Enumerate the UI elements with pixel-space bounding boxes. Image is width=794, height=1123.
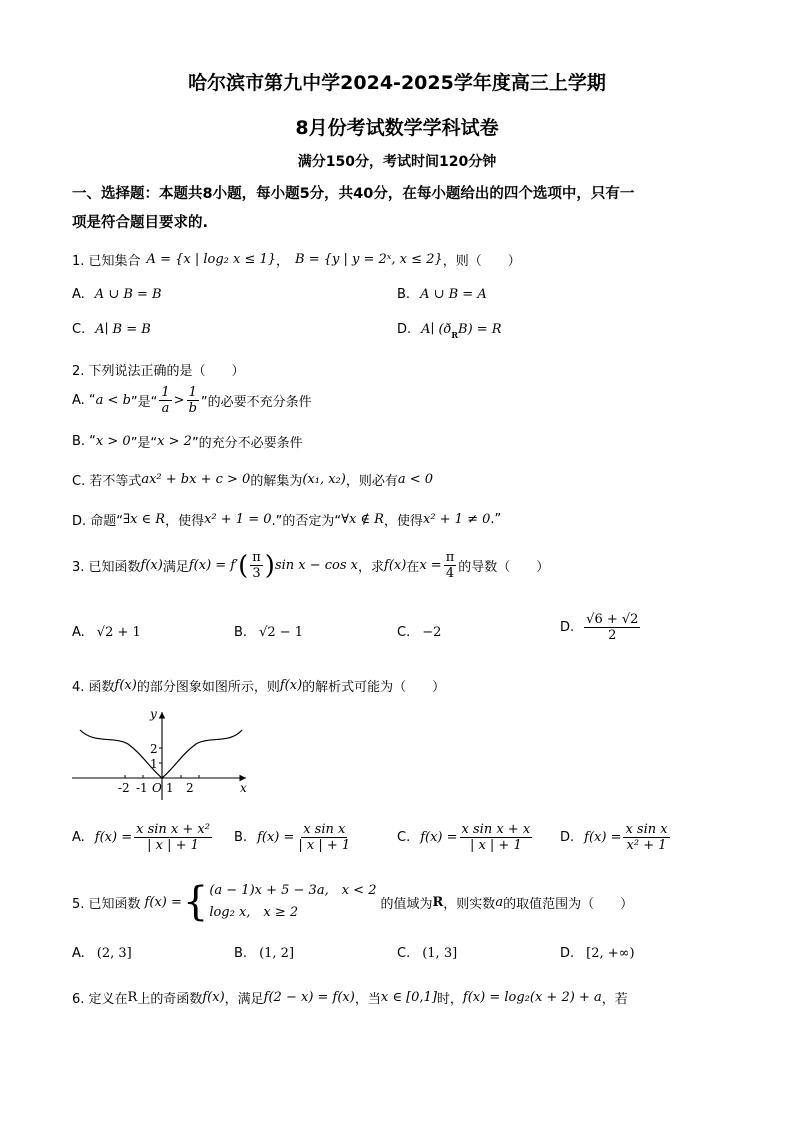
denominator: b <box>188 401 197 416</box>
option-key: D. <box>560 830 575 845</box>
q1-option-d <box>397 322 502 340</box>
q2-option-a <box>72 385 312 416</box>
q5-option-b <box>234 946 294 961</box>
q3-option-a <box>72 625 141 640</box>
option-text-tail: B) = R <box>458 322 502 337</box>
q3-option-d <box>560 612 642 643</box>
fraction <box>444 550 457 581</box>
text: ”是“ <box>130 395 158 410</box>
q3-option-b <box>234 625 303 640</box>
function-curve <box>80 730 242 778</box>
option-key: D. <box>397 322 412 337</box>
option-text: (1, 3] <box>422 946 458 961</box>
math: f(x) <box>279 678 303 693</box>
q4-option-c <box>397 822 534 853</box>
text: B. “ <box>72 434 96 449</box>
option-key: A. <box>72 946 85 961</box>
piecewise-cases <box>209 880 376 924</box>
option-text: A∣ (ð <box>421 322 452 337</box>
text: ”的充分不必要条件 <box>191 436 303 451</box>
option-key: C. <box>397 946 411 961</box>
text: ，求 <box>358 560 385 575</box>
math: ax² + bx + c > 0 <box>141 472 251 487</box>
text: .” <box>490 512 502 527</box>
option-text: √2 + 1 <box>96 625 141 640</box>
option-key: C. <box>397 625 411 640</box>
math: x > 2 <box>157 434 192 449</box>
option-text: A ∪ B = B <box>94 287 162 302</box>
option-text: [2, +∞) <box>586 946 635 961</box>
text: 3. 已知函数 <box>72 560 141 575</box>
text: 的导数（ ） <box>458 560 550 575</box>
denominator: 3 <box>252 566 261 581</box>
math: f(x) = <box>420 830 458 845</box>
math: R <box>127 990 138 1005</box>
math: a <box>495 894 504 910</box>
y-tick-label: 1 <box>150 757 158 771</box>
q1-option-a <box>72 287 162 302</box>
math: ∃x ∈ R <box>123 512 166 527</box>
fraction <box>159 385 171 416</box>
math: ∀x ∉ R <box>341 512 384 527</box>
math: f(x) <box>202 990 225 1005</box>
q4-stem <box>72 676 445 695</box>
text: 的部分图象如图所示，则 <box>136 680 280 695</box>
x-tick-label: -1 <box>136 781 148 795</box>
denominator: | x | + 1 <box>469 838 522 853</box>
exam-title-line2: 8月份考试数学学科试卷 <box>295 117 499 139</box>
option-key: A. <box>72 830 85 845</box>
q5-option-d <box>560 946 635 961</box>
math: f(x) <box>140 558 163 573</box>
math: f(x) = log₂(x + 2) + a <box>462 990 602 1005</box>
q4-option-b <box>234 822 354 853</box>
denominator: a <box>161 401 170 416</box>
x-axis-label: x <box>240 781 247 795</box>
case-row: log₂ x, x ≥ 2 <box>209 905 299 920</box>
math: x² + 1 ≠ 0 <box>422 512 491 527</box>
y-axis-label: y <box>150 707 157 721</box>
text: ，满足 <box>224 992 264 1007</box>
text: ”的必要不充分条件 <box>200 395 312 410</box>
q4-function-graph <box>66 704 256 804</box>
q1-set-b: B = {y | y = 2ˣ, x ≤ 2} <box>295 252 443 267</box>
fraction <box>250 550 263 581</box>
math: x ∈ [0,1] <box>380 990 437 1005</box>
option-text: √2 − 1 <box>259 625 304 640</box>
text: 的解析式可能为（ ） <box>302 680 446 695</box>
denominator: 2 <box>608 628 617 643</box>
math: f(x) = <box>144 894 182 910</box>
fraction <box>296 822 352 853</box>
math: a < b <box>95 393 131 408</box>
numerator: 1 <box>161 385 170 400</box>
math: x > 0 <box>95 434 131 449</box>
math: f(x) = f′ <box>188 558 239 573</box>
math: f(x) = <box>584 830 622 845</box>
piecewise-brace: { <box>182 879 209 925</box>
math: f(x) = <box>94 830 133 845</box>
fraction <box>187 385 199 416</box>
x-tick-label: -2 <box>118 781 130 795</box>
q5-option-a <box>72 946 132 961</box>
math: (x₁, x₂) <box>302 472 346 487</box>
q1-sep: ， <box>276 254 290 269</box>
case-row: (a − 1)x + 5 − 3a, x < 2 <box>209 883 377 898</box>
fraction <box>584 612 640 643</box>
math: sin x − cos x <box>274 558 359 573</box>
text: C. 若不等式 <box>72 474 142 489</box>
section-heading-line2: 项是符合题目要求的. <box>72 215 209 231</box>
q2-option-b <box>72 432 303 451</box>
text: 的值域为 <box>380 896 433 912</box>
math: R <box>432 894 444 910</box>
q1-option-b <box>397 287 487 302</box>
text: .”的否定为“ <box>271 514 342 529</box>
q1-stem <box>72 250 521 269</box>
math: f(x) <box>384 558 407 573</box>
option-key: C. <box>72 322 86 337</box>
math: f(2 − x) = f(x) <box>263 990 355 1005</box>
fraction <box>623 822 669 853</box>
option-key: D. <box>560 620 575 635</box>
option-key: D. <box>560 946 575 961</box>
text: 的解集为 <box>250 474 303 489</box>
math: x = <box>419 558 442 573</box>
text: ，使得 <box>383 514 423 529</box>
text: ，使得 <box>165 514 205 529</box>
option-key: A. <box>72 625 85 640</box>
option-text: A ∪ B = A <box>420 287 487 302</box>
option-text: (1, 2] <box>259 946 295 961</box>
fraction <box>134 822 212 853</box>
denominator: | x | + 1 <box>298 838 351 853</box>
text: 6. 定义在 <box>72 992 128 1007</box>
option-text: (2, 3] <box>96 946 132 961</box>
numerator: π <box>252 550 261 565</box>
q2-stem: 2. 下列说法正确的是（ ） <box>72 364 245 379</box>
text: 5. 已知函数 <box>72 896 141 912</box>
q3-stem: 3. 已知函数 f(x) 满足 f(x) = f′ ( $\frac{\pi}{3}$ ) sin x − cos x ，求 f(x) 在 x = $\frac{\pi}{4}$ 的导数（ ） <box>72 550 550 581</box>
x-tick-label: 1 <box>166 781 174 795</box>
fraction <box>460 822 533 853</box>
math: a < 0 <box>397 472 434 487</box>
q6-stem <box>72 988 628 1007</box>
q1-set-a: A = {x | log₂ x ≤ 1} <box>146 252 277 267</box>
text: ，当 <box>354 992 381 1007</box>
numerator: √6 + √2 <box>586 612 639 627</box>
option-key: B. <box>397 287 411 302</box>
numerator: x sin x + x² <box>136 822 210 837</box>
math: x² + 1 = 0 <box>204 512 272 527</box>
exam-meta: 满分150分，考试时间120分钟 <box>297 154 497 170</box>
numerator: x sin x <box>625 822 668 837</box>
q2-option-d <box>72 510 501 529</box>
text: 4. 函数 <box>72 680 115 695</box>
numerator: x sin x + x <box>461 822 531 837</box>
text: ，则实数 <box>443 896 496 912</box>
origin-label: O <box>152 781 162 795</box>
q5-option-c <box>397 946 457 961</box>
text: 在 <box>406 560 420 575</box>
q4-option-a <box>72 822 214 853</box>
option-text: A∣ B = B <box>95 322 151 337</box>
option-key: B. <box>234 625 248 640</box>
option-key: B. <box>234 946 248 961</box>
denominator: x² + 1 <box>626 838 667 853</box>
numerator: x sin x <box>303 822 346 837</box>
q1-end: ，则（ ） <box>442 254 521 269</box>
option-key: A. <box>72 287 85 302</box>
text: ，则必有 <box>345 474 398 489</box>
text: A. “ <box>72 393 96 408</box>
text: D. 命题“ <box>72 514 124 529</box>
math: f(x) = <box>257 830 295 845</box>
q3-option-c <box>397 625 441 640</box>
q2-option-c <box>72 470 433 489</box>
x-tick-label: 2 <box>186 781 194 795</box>
text: 的取值范围为（ ） <box>503 896 634 912</box>
numerator: 1 <box>188 385 197 400</box>
numerator: π <box>445 550 455 565</box>
text: 时， <box>436 992 463 1007</box>
option-key: C. <box>397 830 411 845</box>
exam-title-line1: 哈尔滨市第九中学2024-2025学年度高三上学期 <box>188 72 606 94</box>
section-heading-line1: 一、选择题：本题共8小题，每小题5分，共40分，在每小题给出的四个选项中，只有一 <box>72 186 635 202</box>
q1-option-c <box>72 322 151 337</box>
text: 上的奇函数 <box>137 992 203 1007</box>
option-text: −2 <box>422 625 442 640</box>
text: 满足 <box>162 560 189 575</box>
text: ”是“ <box>130 436 158 451</box>
math: > <box>173 393 185 408</box>
denominator: 4 <box>445 566 455 581</box>
option-key: B. <box>234 830 248 845</box>
q5-stem <box>72 880 633 924</box>
y-tick-label: 2 <box>150 742 158 756</box>
q4-option-d <box>560 822 672 853</box>
math: f(x) <box>114 678 137 693</box>
q1-label: 1. 已知集合 <box>72 254 141 269</box>
text: ，若 <box>601 992 628 1007</box>
denominator: | x | + 1 <box>147 838 199 853</box>
complement-subscript: R <box>451 329 459 340</box>
